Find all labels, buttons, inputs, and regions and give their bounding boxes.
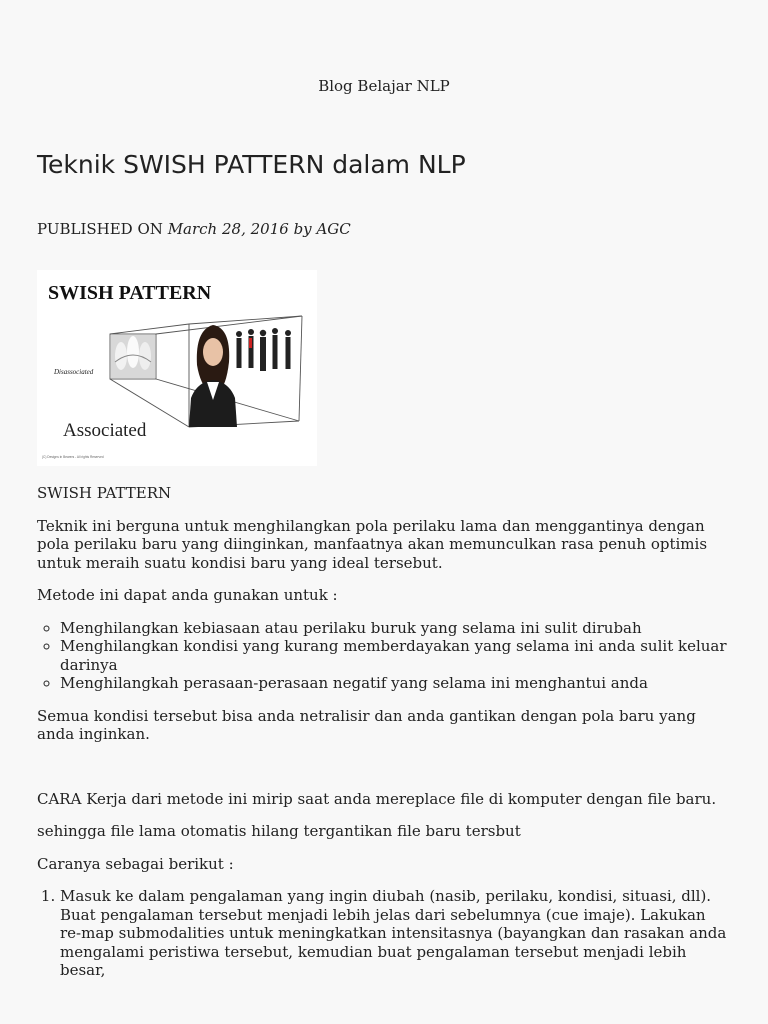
post-meta bbox=[37, 220, 351, 238]
conclusion-paragraph: Semua kondisi tersebut bisa anda netralisir dan anda gantikan dengan pola baru yang anda inginkan. bbox=[37, 706, 696, 743]
copyright-text: (C) Designs in Bearers - All rights Reserved bbox=[42, 455, 104, 459]
replacement-paragraph: sehingga file lama otomatis hilang tergantikan file baru tersbut bbox=[37, 822, 521, 840]
how-it-works-paragraph: CARA Kerja dari metode ini mirip saat anda mereplace file di komputer dengan file baru. bbox=[37, 789, 717, 808]
published-label: PUBLISHED ON bbox=[37, 220, 163, 238]
list-item: ◦ Menghilangkan kondisi yang kurang memberdayakan yang selama ini anda sulit keluar darinya bbox=[60, 637, 731, 674]
figure-title: SWISH PATTERN bbox=[48, 282, 212, 304]
steps-list bbox=[37, 887, 731, 980]
list-item: 1. Masuk ke dalam pengalaman yang ingin diubah (nasib, perilaku, kondisi, situasi, dll). Buat pengalaman tersebut menjadi lebih jelas dari sebelumnya (cue imaje). Lakukan re-map submodalities untuk meningkatkan intensitasnya (bayangkan dan rasakan anda mengalami peristiwa tersebut, kemudian buat pengalaman tersebut menjadi lebih besar, bbox=[60, 887, 731, 980]
steps-intro: Caranya sebagai berikut : bbox=[37, 854, 234, 873]
associated-label: Associated bbox=[63, 420, 147, 441]
post-title: Teknik SWISH PATTERN dalam NLP bbox=[37, 150, 466, 179]
spacer bbox=[37, 758, 731, 790]
post-date: March 28, 2016 bbox=[167, 220, 289, 238]
swish-pattern-image bbox=[37, 270, 317, 466]
hands-picture bbox=[111, 335, 155, 378]
by-label: by bbox=[293, 220, 312, 238]
disassociated-label: Disassociated bbox=[54, 368, 94, 376]
blog-name[interactable]: Blog Belajar NLP bbox=[318, 77, 450, 95]
section-heading: SWISH PATTERN bbox=[37, 484, 172, 502]
uses-list bbox=[37, 619, 731, 693]
post-author[interactable]: AGC bbox=[316, 220, 351, 238]
list-item: ◦ Menghilangkan kebiasaan atau perilaku buruk yang selama ini sulit dirubah bbox=[60, 619, 731, 638]
intro-paragraph: Teknik ini berguna untuk menghilangkan pola perilaku lama dan menggantinya dengan pola perilaku baru yang diinginkan, manfaatnya akan memunculkan rasa penuh optimis untuk meraih suatu kondisi baru yang ideal tersebut. bbox=[37, 516, 708, 572]
swish-pattern-illustration bbox=[37, 270, 317, 466]
post-content bbox=[37, 484, 731, 980]
woman-figure bbox=[189, 325, 237, 427]
method-intro: Metode ini dapat anda gunakan untuk : bbox=[37, 586, 338, 604]
list-item: ◦ Menghilangkah perasaan-perasaan negatif yang selama ini menghantui anda bbox=[60, 674, 731, 693]
people-group bbox=[236, 328, 291, 371]
